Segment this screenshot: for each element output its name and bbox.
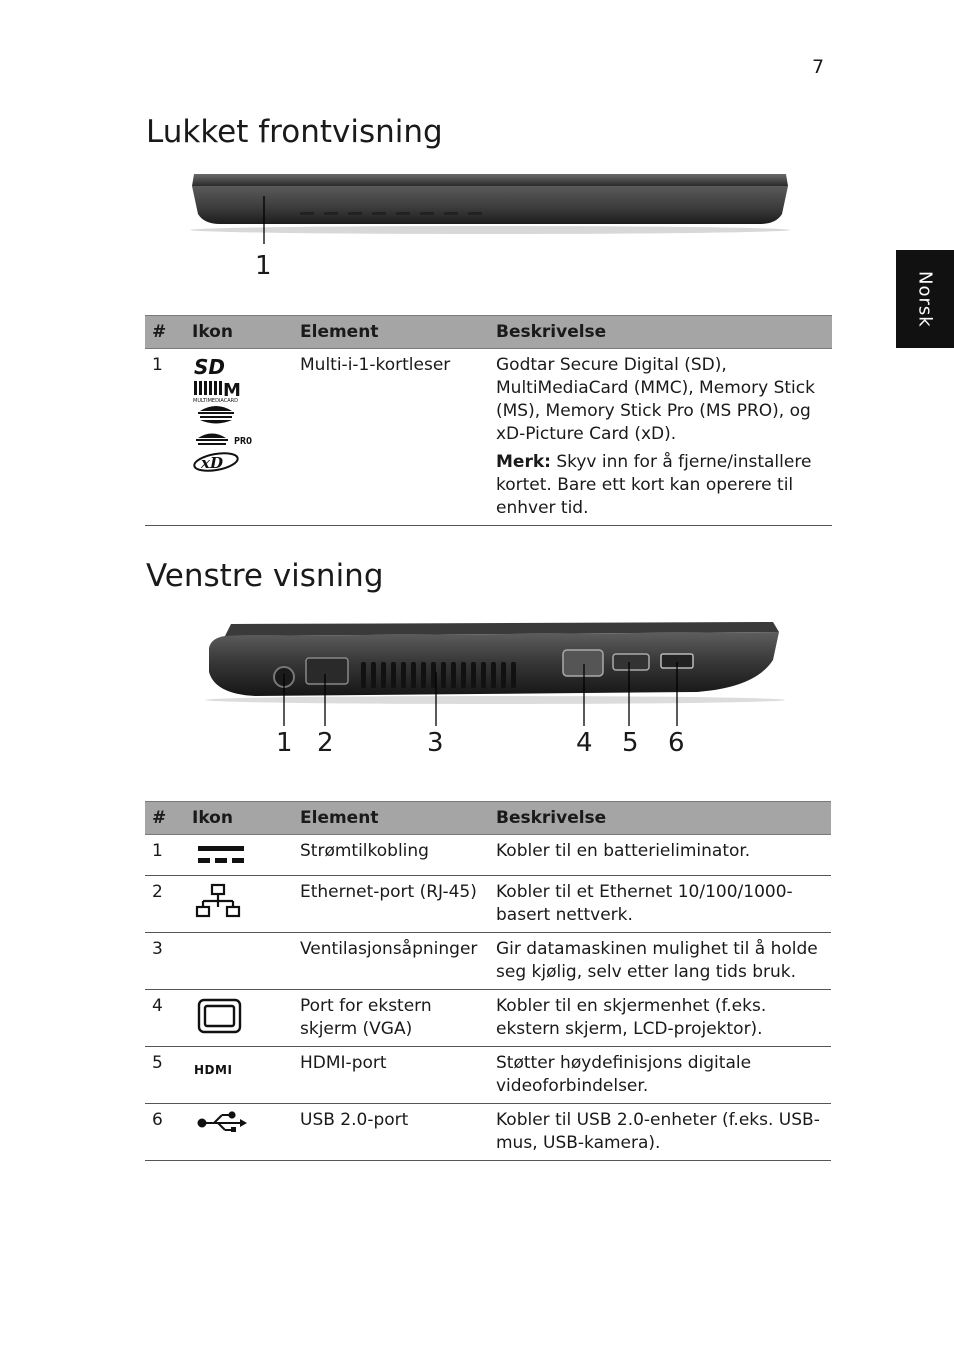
card-reader-logos-icon (192, 354, 272, 474)
table-row (145, 1104, 831, 1161)
left-callout-2: 2 (317, 728, 334, 758)
row-num: 6 (145, 1104, 185, 1161)
left-view-table (145, 801, 831, 1161)
row-icon (185, 1104, 293, 1161)
sd-logo-text: SD (194, 355, 226, 379)
left-view-title: Venstre visning (146, 558, 384, 594)
row-description: Støtter høydefinisjons digitale videoforbindelser. (489, 1047, 831, 1104)
front-view-table (145, 315, 832, 526)
left-callout-3: 3 (427, 728, 444, 758)
front-callout-1: 1 (255, 251, 272, 281)
left-callout-1: 1 (276, 728, 293, 758)
header-icon: Ikon (185, 802, 293, 835)
language-tab (896, 250, 954, 348)
table-row (145, 933, 831, 990)
row-element: Port for ekstern skjerm (VGA) (293, 990, 489, 1047)
left-callout-6: 6 (668, 728, 685, 758)
dc-in-icon (192, 840, 252, 870)
table-row (145, 1047, 831, 1104)
row-icon (185, 933, 293, 990)
row-element: HDMI-port (293, 1047, 489, 1104)
mmc-logo-subtext: MULTIMEDIACARD (193, 398, 238, 404)
row-num: 5 (145, 1047, 185, 1104)
table-row (145, 876, 831, 933)
header-description: Beskrivelse (489, 316, 832, 349)
row-description: Kobler til et Ethernet 10/100/1000-basert nettverk. (489, 876, 831, 933)
left-view-illustration (195, 612, 785, 732)
row-description: Gir datamaskinen mulighet til å holde seg kjølig, selv etter lang tids bruk. (489, 933, 831, 990)
header-description: Beskrivelse (489, 802, 831, 835)
vga-icon (192, 995, 252, 1037)
table-header-row (145, 802, 831, 835)
left-callout-5: 5 (622, 728, 639, 758)
row-num: 1 (145, 349, 185, 526)
row-element: Multi-i-1-kortleser (293, 349, 489, 526)
row-icon (185, 349, 293, 526)
header-element: Element (293, 316, 489, 349)
row-icon (185, 1047, 293, 1104)
language-tab-label: Norsk (914, 270, 936, 328)
page-number: 7 (812, 56, 825, 78)
row-num: 2 (145, 876, 185, 933)
row-element: Ventilasjonsåpninger (293, 933, 489, 990)
header-element: Element (293, 802, 489, 835)
usb-icon (192, 1109, 252, 1145)
table-row (145, 990, 831, 1047)
header-icon: Ikon (185, 316, 293, 349)
note-text: Skyv inn for å fjerne/installere kortet. Bare ett kort kan operere til enhver tid. (496, 452, 812, 518)
note (496, 451, 824, 520)
row-num: 3 (145, 933, 185, 990)
row-icon (185, 835, 293, 876)
hdmi-logo-text: HDMI (194, 1063, 233, 1077)
mmc-logo-text: M (223, 380, 241, 401)
header-num: # (145, 802, 185, 835)
note-label: Merk: (496, 452, 551, 472)
table-row (145, 835, 831, 876)
row-num: 1 (145, 835, 185, 876)
header-num: # (145, 316, 185, 349)
row-num: 4 (145, 990, 185, 1047)
table-header-row (145, 316, 832, 349)
hdmi-icon (192, 1052, 256, 1086)
row-description (489, 349, 832, 526)
description-text: Godtar Secure Digital (SD), MultiMediaCard (MMC), Memory Stick (MS), Memory Stick Pro (MS PRO), og xD-Picture Card (xD). (496, 355, 815, 444)
row-description: Kobler til en batterieliminator. (489, 835, 831, 876)
ms-pro-logo-text: PRO (234, 436, 253, 447)
row-element: Strømtilkobling (293, 835, 489, 876)
row-description: Kobler til en skjermenhet (f.eks. ekstern skjerm, LCD-projektor). (489, 990, 831, 1047)
table-row (145, 349, 832, 526)
row-icon (185, 990, 293, 1047)
front-view-title: Lukket frontvisning (146, 114, 443, 150)
row-element: USB 2.0-port (293, 1104, 489, 1161)
front-view-illustration (180, 166, 800, 276)
xd-logo-text: xD (201, 454, 223, 472)
ethernet-icon (192, 881, 252, 921)
left-callout-4: 4 (576, 728, 593, 758)
row-description: Kobler til USB 2.0-enheter (f.eks. USB-mus, USB-kamera). (489, 1104, 831, 1161)
row-icon (185, 876, 293, 933)
row-element: Ethernet-port (RJ-45) (293, 876, 489, 933)
